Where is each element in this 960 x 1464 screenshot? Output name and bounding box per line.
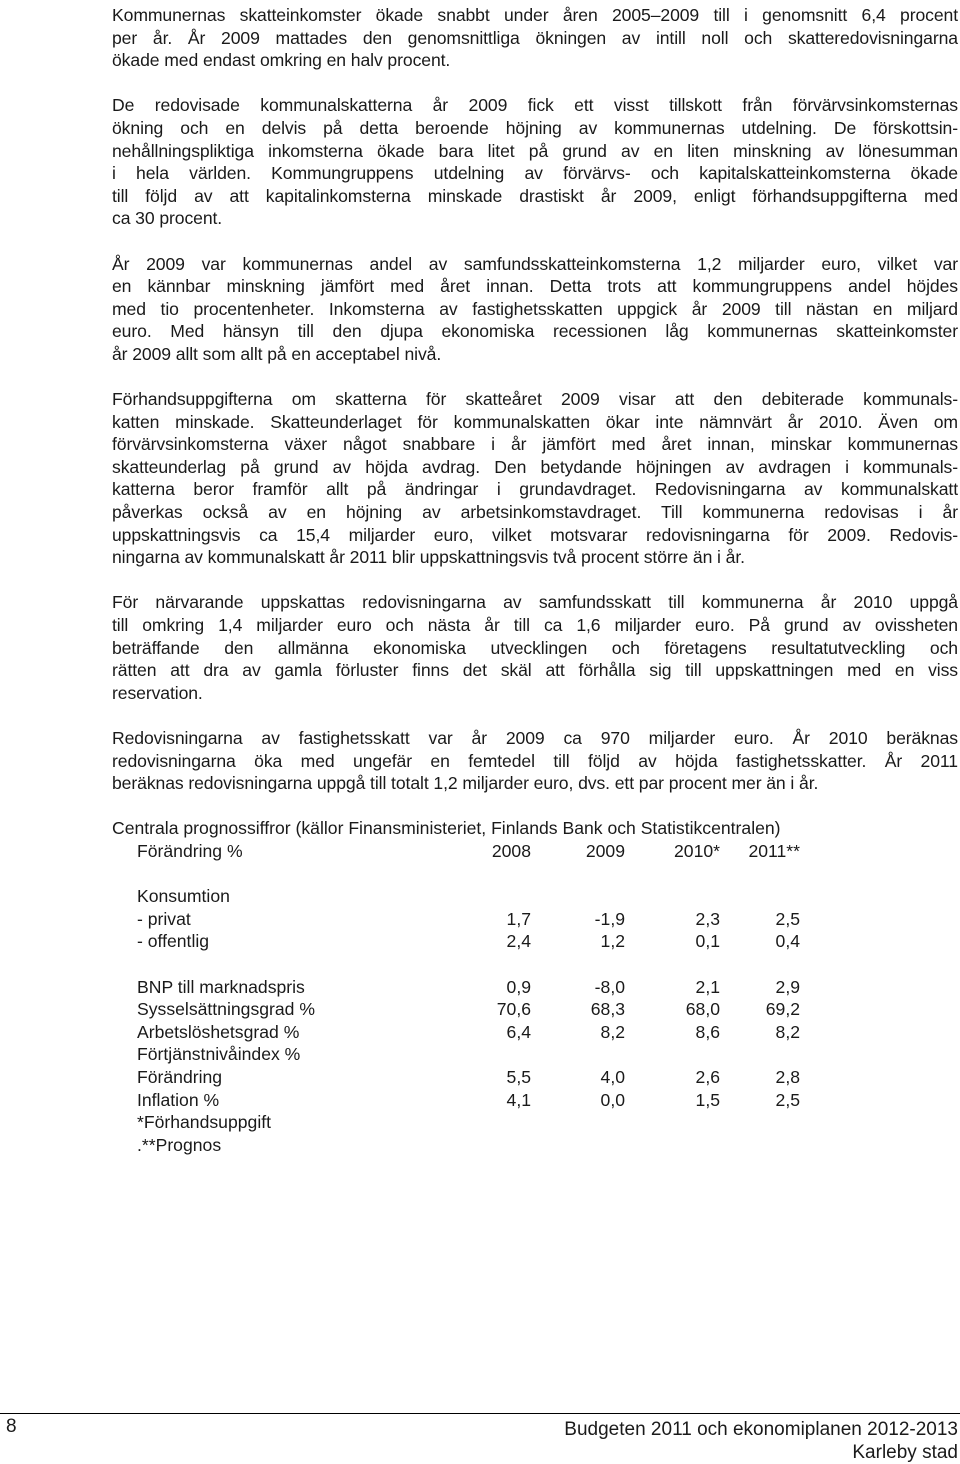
table-row (137, 908, 800, 931)
row-label: *Förhandsuppgift (137, 1112, 271, 1133)
cell-value: 69,2 (765, 999, 800, 1020)
table-note-row (137, 1111, 800, 1134)
text-line: år 2009 allt som allt på en acceptabel nivå. (112, 343, 442, 364)
cell-value: 2,6 (695, 1066, 720, 1087)
text-line: rätten att dra av gamla förluster finns det skäl att förhålla sig till uppskattningen med en viss (112, 660, 958, 681)
cell-value (625, 1111, 720, 1134)
body-text (112, 4, 958, 795)
paragraph (112, 94, 958, 230)
cell-value (625, 1134, 720, 1157)
text-line: till omkring 1,4 miljarder euro och nästa år till ca 1,6 miljarder euro. På grund av ovissheten (112, 615, 958, 636)
cell-value: 4,1 (506, 1089, 531, 1110)
paragraph (112, 727, 958, 795)
table-row (137, 976, 800, 999)
cell-value (625, 885, 720, 908)
cell-value: 0,9 (506, 976, 531, 997)
cell-value: 0,1 (695, 931, 720, 952)
row-label: - privat (137, 908, 191, 929)
text-line: Kommunernas skatteinkomster ökade snabbt under åren 2005–2009 till i genomsnitt 6,4 procent (112, 5, 958, 25)
text-line: skatteunderlag på grund av höjda avdrag. Den betydande höjningen av avdragen i kommunals- (112, 456, 958, 477)
cell-value (531, 1134, 625, 1157)
table-spacer (137, 953, 800, 976)
cell-value: 2008 (491, 840, 531, 861)
cell-value (720, 1111, 800, 1134)
cell-value (447, 1043, 531, 1066)
footer-title-block (564, 1418, 958, 1464)
text-line: År 2009 var kommunernas andel av samfundsskatteinkomsterna 1,2 miljarder euro, vilket var (112, 253, 958, 274)
cell-value: 2009 (585, 840, 625, 861)
text-line: För närvarande uppskattas redovisningarna av samfundsskatt till kommunerna år 2010 uppgå (112, 592, 958, 613)
cell-value (625, 1043, 720, 1066)
text-line: påverkas också av en höjning av arbetsinkomstavdraget. Till kommunerna redovisas i år (112, 502, 958, 523)
paragraph (112, 388, 958, 569)
cell-value (447, 1111, 531, 1134)
forecast-caption: Centrala prognossiffror (källor Finansministeriet, Finlands Bank och Statistikcentralen) (112, 818, 781, 839)
table-row (137, 930, 800, 953)
cell-value: 6,4 (506, 1021, 531, 1042)
cell-value (447, 885, 531, 908)
cell-value: 4,0 (600, 1066, 625, 1087)
row-label: BNP till marknadspris (137, 976, 305, 997)
text-line: Förhandsuppgifterna om skatterna för skatteåret 2009 visar att den debiterade kommunals- (112, 389, 958, 410)
document-page (112, 4, 958, 1156)
row-label: Förändring (137, 1066, 223, 1087)
text-line: Redovisningarna av fastighetsskatt var år 2009 ca 970 miljarder euro. År 2010 beräknas (112, 728, 958, 748)
text-line: ökning och en delvis på detta beroende höjning av kommunernas utdelning. De förskottsin- (112, 117, 958, 138)
cell-value: 8,2 (775, 1021, 800, 1042)
cell-value: -8,0 (594, 976, 625, 997)
cell-value (531, 885, 625, 908)
cell-value: 68,3 (590, 999, 625, 1020)
table-row (137, 1043, 800, 1066)
cell-value: 2,3 (695, 908, 720, 929)
cell-value: 1,2 (600, 931, 625, 952)
cell-value: 2010* (674, 840, 720, 861)
text-line: katten minskade. Skatteunderlaget för kommunalskatten ökar inte nämnvärt år 2010. Även om (112, 411, 958, 432)
text-line: ca 30 procent. (112, 208, 223, 229)
row-label: Förändring % (137, 840, 243, 861)
text-line: De redovisade kommunalskatterna år 2009 fick ett visst tillskott från förvärvsinkomsternas (112, 95, 958, 116)
cell-value (531, 1111, 625, 1134)
row-label: - offentlig (137, 931, 210, 952)
cell-value: 0,4 (775, 931, 800, 952)
paragraph (112, 253, 958, 366)
row-label: Sysselsättningsgrad % (137, 999, 315, 1020)
cell-value: 2,5 (775, 908, 800, 929)
page-number: 8 (6, 1416, 17, 1437)
paragraph (112, 591, 958, 704)
footer-divider (0, 1413, 960, 1414)
table-spacer (137, 863, 800, 886)
table-note-row (137, 1134, 800, 1157)
cell-value: 8,6 (695, 1021, 720, 1042)
text-line: ökade med endast omkring en halv procent. (112, 50, 451, 71)
text-line: uppskattningsvis ca 15,4 miljarder euro, vilket motsvarar redovisningarna för 2009. Redovis- (112, 524, 958, 545)
cell-value: 1,5 (695, 1089, 720, 1110)
text-line: nehållningspliktiga inkomsterna ökade bara litet på grund av en liten minskning av lönesumman (112, 140, 958, 161)
text-line: förvärvsinkomsterna växer något snabbare i år jämfört med året innan, minskar kommunernas (112, 434, 958, 455)
text-line: ningarna av kommunalskatt år 2011 blir uppskattningsvis två procent större än i år. (112, 547, 745, 568)
table-row (137, 1021, 800, 1044)
cell-value (720, 1043, 800, 1066)
table-row (137, 1066, 800, 1089)
row-label: Förtjänstnivåindex % (137, 1044, 301, 1065)
text-line: med tio procentenheter. Inkomsterna av fastighetsskatten uppgick år 2009 till nästan en miljard (112, 298, 958, 319)
footer-title: Budgeten 2011 och ekonomiplanen 2012-2013 (564, 1419, 958, 1440)
cell-value: 2,9 (775, 976, 800, 997)
cell-value: -1,9 (594, 908, 625, 929)
row-label: Konsumtion (137, 886, 230, 907)
cell-value: 2011** (748, 840, 800, 861)
table-row (137, 1089, 800, 1112)
row-label: Inflation % (137, 1089, 220, 1110)
cell-value: 5,5 (506, 1066, 531, 1087)
cell-value: 68,0 (685, 999, 720, 1020)
cell-value: 1,7 (506, 908, 531, 929)
text-line: i hela världen. Kommungruppens utdelning av förvärvs- och kapitalskatteinkomsterna ökade (112, 163, 958, 184)
cell-value: 0,0 (600, 1089, 625, 1110)
text-line: redovisningarna öka med ungefär en femtedel till följd av höjda fastighetsskatter. År 2011 (112, 750, 958, 771)
text-line: en kännbar minskning jämfört med året innan. Detta trots att kommungruppens andel höjdes (112, 276, 958, 297)
text-line: till följd av att kapitalinkomsterna minskade drastiskt år 2009, enligt förhandsuppgifterna med (112, 185, 958, 206)
cell-value: 70,6 (496, 999, 531, 1020)
footer-org: Karleby stad (852, 1442, 958, 1463)
row-label: Arbetslöshetsgrad % (137, 1021, 300, 1042)
table-header-row (137, 840, 800, 863)
cell-value (447, 1134, 531, 1157)
text-line: beträffande den allmänna ekonomiska utvecklingen och företagens resultatutveckling och (112, 637, 958, 658)
cell-value: 8,2 (600, 1021, 625, 1042)
forecast-table (137, 840, 800, 1156)
cell-value: 2,8 (775, 1066, 800, 1087)
row-label: .**Prognos (137, 1134, 222, 1155)
text-line: per år. År 2009 mattades den genomsnittliga ökningen av intill noll och skatteredovisningarna (112, 27, 958, 48)
cell-value (720, 1134, 800, 1157)
cell-value (531, 1043, 625, 1066)
table-row (137, 998, 800, 1021)
cell-value: 2,1 (695, 976, 720, 997)
paragraph (112, 4, 958, 72)
text-line: euro. Med hänsyn till den djupa ekonomiska recessionen låg kommunernas skatteinkomster (112, 321, 958, 342)
text-line: reservation. (112, 682, 203, 703)
text-line: katterna beror framför allt på ändringar i grundavdraget. Redovisningarna av kommunalskatt (112, 479, 958, 500)
table-group-row (137, 885, 800, 908)
text-line: beräknas redovisningarna uppgå till totalt 1,2 miljarder euro, dvs. ett par procent mer än i år. (112, 773, 819, 794)
cell-value: 2,5 (775, 1089, 800, 1110)
cell-value: 2,4 (506, 931, 531, 952)
cell-value (720, 885, 800, 908)
